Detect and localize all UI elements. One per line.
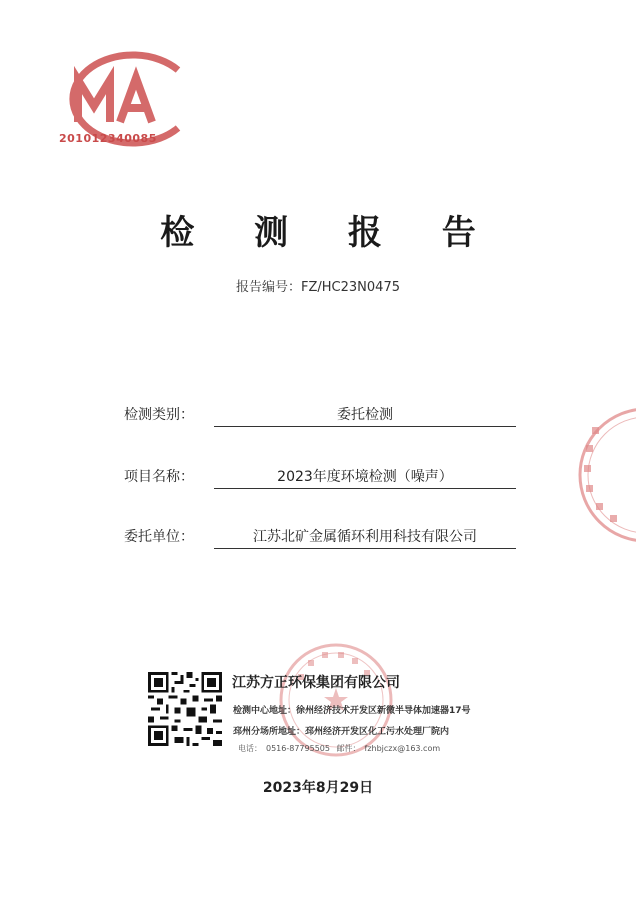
company-name: 江苏方正环保集团有限公司 xyxy=(232,675,400,691)
email-label: 邮件： xyxy=(336,744,361,753)
report-date: 2023年8月29日 xyxy=(262,780,374,796)
field-value: 2023年度环境检测（噪声） xyxy=(214,466,516,489)
report-number xyxy=(0,276,636,295)
page-title: 检 测 报 告 xyxy=(160,213,500,253)
phone-label: 电话： xyxy=(238,744,262,753)
field-label: 委托单位： xyxy=(124,529,194,545)
email-value: fzhbjczx@163.com xyxy=(364,744,441,753)
edge-seal-stamp xyxy=(566,405,636,545)
field-value: 江苏北矿金属循环利用科技有限公司 xyxy=(214,526,516,549)
field-label: 检测类别： xyxy=(124,407,194,423)
test-center-address: 检测中心地址：徐州经济技术开发区新微半导体加速器17号 xyxy=(233,706,471,716)
report-number-value: FZ/HC23N0475 xyxy=(301,280,400,295)
company-seal-stamp xyxy=(276,640,396,760)
report-number-label: 报告编号： xyxy=(236,280,302,295)
cma-cert-number: 201012340085 xyxy=(59,132,157,145)
branch-address: 邳州分场所地址：邳州经济开发区化工污水处理厂院内 xyxy=(233,727,450,737)
field-project-name xyxy=(124,466,524,488)
field-test-category xyxy=(124,404,524,426)
contact-line xyxy=(238,743,444,754)
field-value: 委托检测 xyxy=(214,404,516,427)
field-client xyxy=(124,526,524,548)
qr-code xyxy=(148,672,222,746)
field-label: 项目名称： xyxy=(124,469,194,485)
phone-value: 0516-87795505 xyxy=(266,744,330,753)
